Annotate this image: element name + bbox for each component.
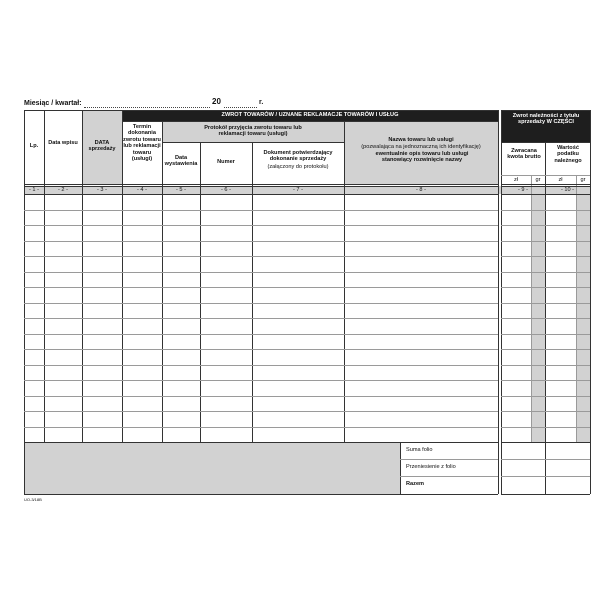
colnum-1: - 1 - bbox=[29, 187, 39, 193]
row-divider bbox=[24, 287, 498, 288]
form-code: UO-3/18B bbox=[24, 497, 42, 502]
colnum-5: - 5 - bbox=[176, 187, 186, 193]
footer-row-divider bbox=[501, 476, 590, 477]
colnum-4: - 4 - bbox=[137, 187, 147, 193]
col-data-wpisu-header: Data wpisu bbox=[48, 140, 78, 146]
col10-gr-label: gr bbox=[580, 177, 586, 183]
col-divider bbox=[200, 142, 201, 442]
protokol-bottom bbox=[162, 142, 344, 143]
row-divider bbox=[24, 225, 498, 226]
col-divider bbox=[498, 110, 499, 442]
col-nazwa-subheader: (pozwalająca na jednoznaczną ich identyfikację) bbox=[361, 144, 481, 150]
row-divider bbox=[24, 272, 498, 273]
colnum-10: - 10 - bbox=[560, 187, 575, 193]
col-numer-header: Numer bbox=[217, 159, 235, 165]
right-table-top bbox=[501, 110, 590, 111]
colnum-6: - 6 - bbox=[221, 187, 231, 193]
col-nazwa-header-2: ewentualnie opis towaru lub usługi stanowiący rozwinięcie nazwy bbox=[375, 151, 469, 164]
row-divider bbox=[501, 225, 590, 226]
footer-row-divider bbox=[400, 459, 498, 460]
footer-suma-label: Suma folio bbox=[406, 447, 433, 453]
row-divider bbox=[24, 241, 498, 242]
row-divider bbox=[501, 365, 590, 366]
row-divider bbox=[501, 396, 590, 397]
col-dokument-header: Dokument potwierdzający dokonanie sprzedaży bbox=[263, 150, 333, 163]
col-divider bbox=[162, 121, 163, 442]
header-bottom bbox=[24, 184, 498, 185]
col9-gr-label: gr bbox=[535, 177, 541, 183]
row-divider bbox=[501, 303, 590, 304]
row-divider bbox=[501, 272, 590, 273]
col-divider bbox=[24, 110, 25, 442]
colnum-bottom bbox=[24, 194, 498, 195]
footer-row-divider bbox=[501, 459, 590, 460]
zl-gr-top bbox=[501, 175, 590, 176]
footer-bottom bbox=[24, 494, 498, 495]
row-divider bbox=[501, 427, 590, 428]
row-divider bbox=[24, 411, 498, 412]
footer-right-border bbox=[498, 442, 499, 494]
row-divider bbox=[501, 411, 590, 412]
row-divider bbox=[501, 256, 590, 257]
right-colnum-bottom bbox=[501, 194, 590, 195]
footer-left-border bbox=[24, 442, 25, 494]
col-dokument-subheader: (załączony do protokołu) bbox=[267, 164, 329, 170]
footer-row-divider bbox=[400, 476, 498, 477]
right-header-bottom bbox=[501, 184, 590, 185]
row-divider bbox=[501, 287, 590, 288]
colnum-2: - 2 - bbox=[58, 187, 68, 193]
row-divider bbox=[24, 380, 498, 381]
row-divider bbox=[24, 396, 498, 397]
row-divider bbox=[24, 256, 498, 257]
row-divider bbox=[501, 380, 590, 381]
footer-grey-area bbox=[24, 442, 400, 494]
col-zwracana-header: Zwracana kwota brutto bbox=[507, 148, 541, 161]
col-wartosc-header: Wartość podatku należnego bbox=[554, 145, 582, 164]
col-termin-header: Termin dokonania zwrotu towaru lub reklamacji towaru (usługi) bbox=[123, 124, 161, 163]
right-footer-bottom bbox=[501, 494, 590, 495]
table-top-border bbox=[24, 110, 498, 111]
colnum-8: - 8 - bbox=[416, 187, 426, 193]
month-label: Miesiąc / kwartał: bbox=[24, 100, 82, 107]
row-divider bbox=[24, 303, 498, 304]
col-data-wystawienia-header: Data wystawienia bbox=[164, 155, 198, 168]
body-bottom bbox=[24, 442, 498, 443]
year-prefix: 20 bbox=[212, 97, 221, 106]
col9-zl-label: zł bbox=[513, 177, 519, 183]
row-divider bbox=[24, 210, 498, 211]
colnum-9: - 9 - bbox=[518, 187, 528, 193]
row-divider bbox=[501, 334, 590, 335]
col-lp-header: Lp. bbox=[29, 143, 39, 149]
colnum-top bbox=[24, 186, 498, 187]
col-protokol-header: Protokół przyjęcia zwrotu towaru lub reklamacji towaru (usługi) bbox=[204, 125, 302, 138]
col-divider bbox=[44, 110, 45, 442]
zwrot-title-bottom bbox=[501, 142, 590, 143]
right-table-left-border bbox=[501, 110, 502, 494]
year-input-line[interactable] bbox=[224, 107, 257, 108]
col-divider bbox=[252, 142, 253, 442]
footer-przeniesienie-label: Przeniesienie z folio bbox=[406, 464, 456, 470]
zwrot-title: Zwrot należności z tytułu sprzedaży W CZĘŚCI bbox=[512, 113, 580, 126]
row-divider bbox=[501, 349, 590, 350]
year-suffix: r. bbox=[259, 99, 264, 106]
gr-divider-9 bbox=[531, 175, 532, 442]
col-divider bbox=[344, 121, 345, 442]
right-body-bottom bbox=[501, 442, 590, 443]
col-nazwa-header: Nazwa towaru lub usługi bbox=[388, 137, 454, 143]
row-divider bbox=[24, 427, 498, 428]
right-colnum-top bbox=[501, 186, 590, 187]
row-divider bbox=[501, 210, 590, 211]
col10-zl-label: zł bbox=[558, 177, 563, 183]
month-input-line[interactable] bbox=[84, 107, 210, 108]
colnum-3: - 3 - bbox=[97, 187, 107, 193]
row-divider bbox=[501, 241, 590, 242]
row-divider bbox=[24, 365, 498, 366]
row-divider bbox=[24, 318, 498, 319]
group-title: ZWROT TOWARÓW / UZNANE REKLAMACJE TOWARÓW I USŁUG bbox=[221, 112, 399, 118]
colnum-7: - 7 - bbox=[293, 187, 303, 193]
col-data-sprzedazy-header: DATA sprzedaży bbox=[88, 140, 116, 153]
col-divider bbox=[82, 110, 83, 442]
right-table-right-border bbox=[590, 110, 591, 494]
group-title-bottom bbox=[122, 121, 498, 122]
row-divider bbox=[24, 349, 498, 350]
row-divider bbox=[501, 318, 590, 319]
footer-razem-label: Razem bbox=[406, 481, 425, 487]
col-divider bbox=[122, 110, 123, 442]
row-divider bbox=[24, 334, 498, 335]
gr-divider-10 bbox=[576, 175, 577, 442]
footer-label-divider bbox=[400, 442, 401, 494]
